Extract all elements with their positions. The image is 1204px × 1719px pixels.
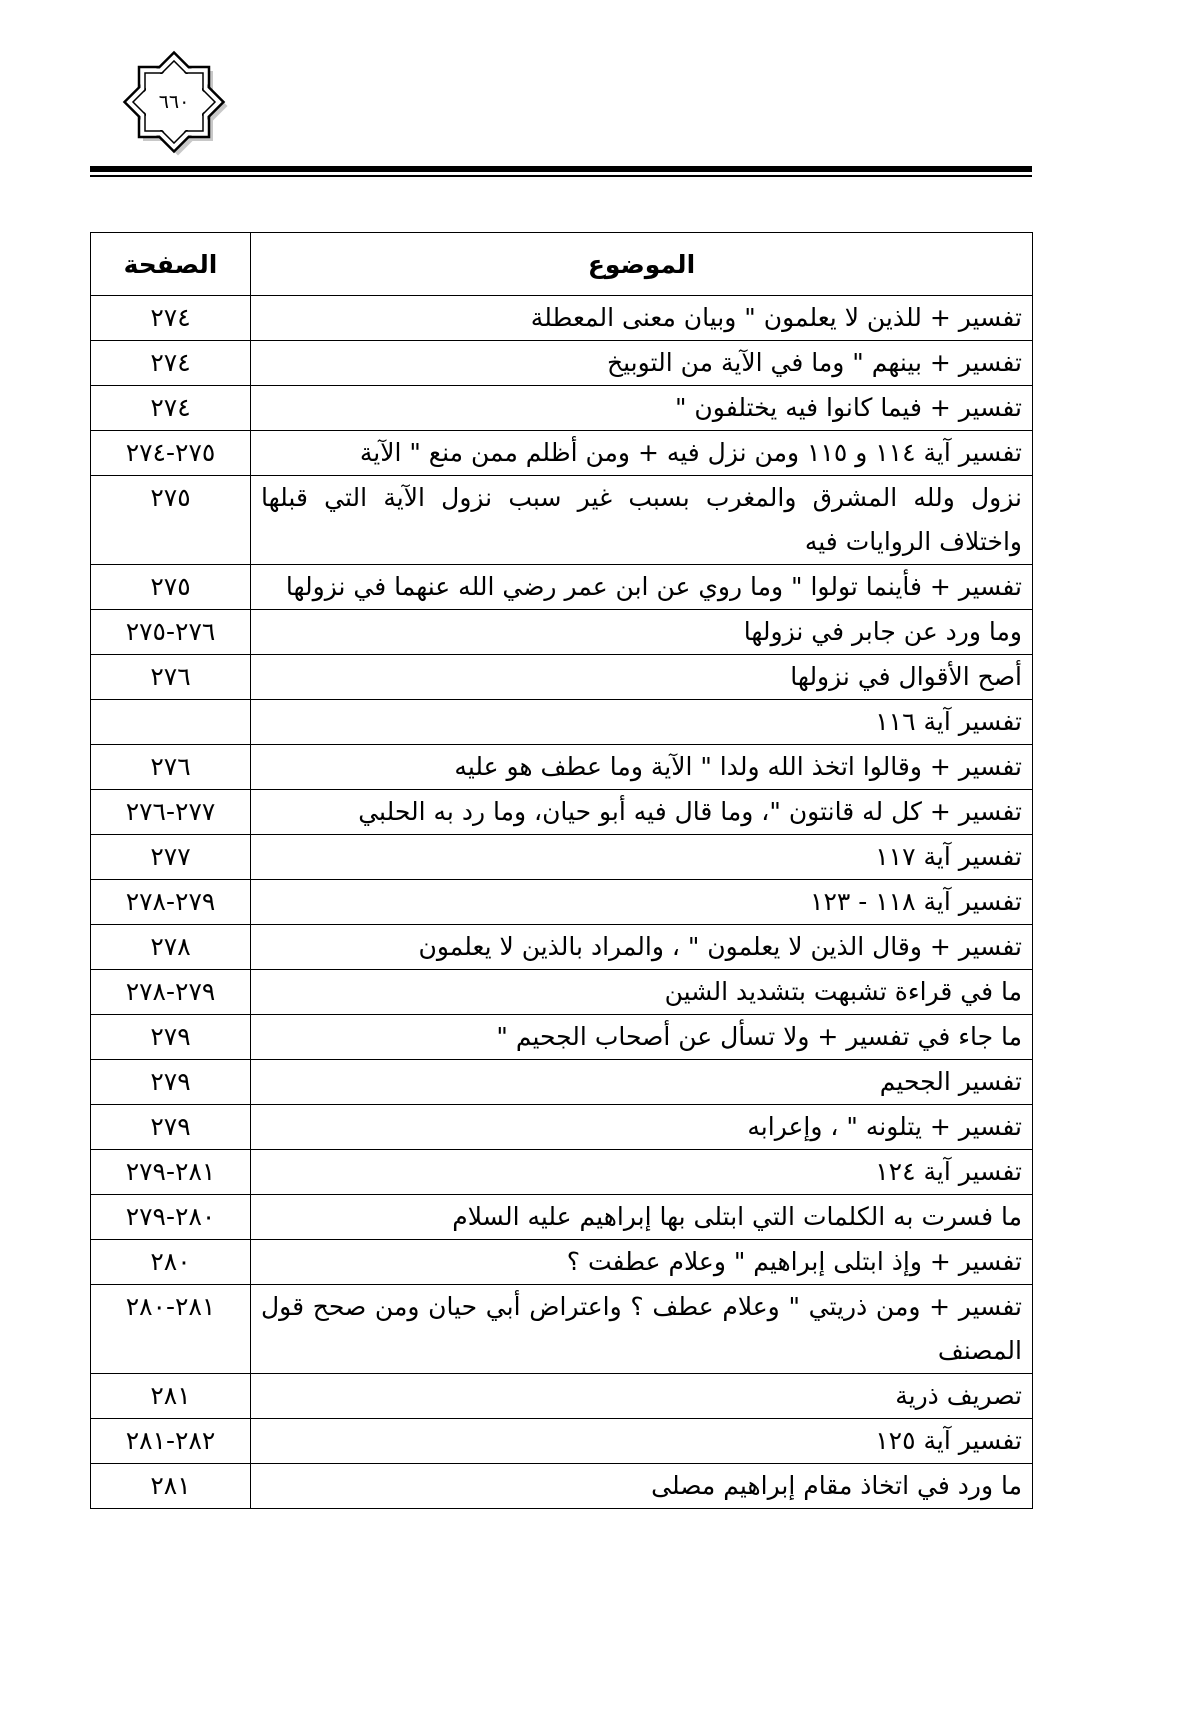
topic-column-header: الموضوع: [251, 233, 1033, 296]
page-cell: ٢٧٥: [91, 476, 251, 565]
table-row: [91, 341, 1033, 386]
topic-cell: ما ورد في اتخاذ مقام إبراهيم مصلى: [251, 1464, 1033, 1509]
table-row: [91, 431, 1033, 476]
page-cell: ٢٨٠-٢٧٩: [91, 1195, 251, 1240]
header-row: [91, 233, 1033, 296]
page-cell: ٢٨١: [91, 1374, 251, 1419]
topic-cell: تفسير + فيما كانوا فيه يختلفون ": [251, 386, 1033, 431]
table-row: [91, 1464, 1033, 1509]
page-cell: ٢٧٦-٢٧٥: [91, 610, 251, 655]
page-number-badge: [104, 42, 244, 162]
table-row: [91, 1240, 1033, 1285]
table-row: [91, 1060, 1033, 1105]
page-cell: ٢٨٢-٢٨١: [91, 1419, 251, 1464]
table-row: [91, 1015, 1033, 1060]
page-cell: ٢٧٤: [91, 386, 251, 431]
page-cell: ٢٧٥-٢٧٤: [91, 431, 251, 476]
table-row: [91, 476, 1033, 565]
page-cell: ٢٧٩-٢٧٨: [91, 880, 251, 925]
page-cell: ٢٧٦: [91, 655, 251, 700]
topic-cell: تفسير آية ١١٤ و ١١٥ ومن نزل فيه + ومن أظلم ممن منع " الآية: [251, 431, 1033, 476]
topic-cell: تفسير آية ١١٧: [251, 835, 1033, 880]
page-cell: ٢٧٩: [91, 1105, 251, 1150]
page-cell: ٢٧٦: [91, 745, 251, 790]
topic-cell: تفسير آية ١٢٤: [251, 1150, 1033, 1195]
topic-cell: نزول ولله المشرق والمغرب بسبب غير سبب نزول الآية التي قبلها واختلاف الروايات فيه: [251, 476, 1033, 565]
topic-cell: تفسير + يتلونه " ، وإعرابه: [251, 1105, 1033, 1150]
table-row: [91, 386, 1033, 431]
topic-cell: تفسير آية ١١٨ - ١٢٣: [251, 880, 1033, 925]
table-row: [91, 835, 1033, 880]
topic-cell: تفسير + كل له قانتون "، وما قال فيه أبو حيان، وما رد به الحلبي: [251, 790, 1033, 835]
page-cell: ٢٧٩: [91, 1015, 251, 1060]
page-column-header: الصفحة: [91, 233, 251, 296]
table-row: [91, 1195, 1033, 1240]
topic-cell: تفسير + وقالوا اتخذ الله ولدا " الآية وما عطف هو عليه: [251, 745, 1033, 790]
table-row: [91, 700, 1033, 745]
topic-cell: تفسير + فأينما تولوا " وما روي عن ابن عمر رضي الله عنهما في نزولها: [251, 565, 1033, 610]
page-cell: ٢٧٤: [91, 296, 251, 341]
page-cell: ٢٨٠: [91, 1240, 251, 1285]
header-rule-thick: [90, 166, 1032, 172]
topic-cell: تفسير آية ١٢٥: [251, 1419, 1033, 1464]
header-rule-thin: [90, 175, 1032, 177]
topic-cell: ما فسرت به الكلمات التي ابتلى بها إبراهيم عليه السلام: [251, 1195, 1033, 1240]
table-row: [91, 1419, 1033, 1464]
topic-cell: تفسير + وإذ ابتلى إبراهيم " وعلام عطفت ؟: [251, 1240, 1033, 1285]
table-row: [91, 1150, 1033, 1195]
table-row: [91, 925, 1033, 970]
table-row: [91, 1285, 1033, 1374]
page-cell: [91, 700, 251, 745]
page-cell: ٢٧٥: [91, 565, 251, 610]
page-cell: ٢٨١-٢٨٠: [91, 1285, 251, 1374]
table-row: [91, 880, 1033, 925]
page-cell: ٢٨١-٢٧٩: [91, 1150, 251, 1195]
table-row: [91, 790, 1033, 835]
topic-cell: تفسير الجحيم: [251, 1060, 1033, 1105]
page-number: ٦٦٠: [158, 91, 190, 113]
table-row: [91, 745, 1033, 790]
table-row: [91, 610, 1033, 655]
topic-cell: تفسير + بينهم " وما في الآية من التوبيخ: [251, 341, 1033, 386]
topic-cell: تفسير + للذين لا يعلمون " وبيان معنى المعطلة: [251, 296, 1033, 341]
page-cell: ٢٧٩: [91, 1060, 251, 1105]
table-row: [91, 970, 1033, 1015]
topic-cell: تفسير + وقال الذين لا يعلمون " ، والمراد بالذين لا يعلمون: [251, 925, 1033, 970]
page-cell: ٢٧٨: [91, 925, 251, 970]
topic-cell: ما في قراءة تشبهت بتشديد الشين: [251, 970, 1033, 1015]
page-cell: ٢٧٤: [91, 341, 251, 386]
table-row: [91, 565, 1033, 610]
page-cell: ٢٧٩-٢٧٨: [91, 970, 251, 1015]
topic-cell: أصح الأقوال في نزولها: [251, 655, 1033, 700]
index-table: [90, 232, 1033, 1509]
topic-cell: تفسير + ومن ذريتي " وعلام عطف ؟ واعتراض أبي حيان ومن صحح قول المصنف: [251, 1285, 1033, 1374]
page-cell: ٢٧٧: [91, 835, 251, 880]
topic-cell: وما ورد عن جابر في نزولها: [251, 610, 1033, 655]
table-row: [91, 655, 1033, 700]
table-row: [91, 1374, 1033, 1419]
page-cell: ٢٧٧-٢٧٦: [91, 790, 251, 835]
page-cell: ٢٨١: [91, 1464, 251, 1509]
table-row: [91, 296, 1033, 341]
topic-cell: تصريف ذرية: [251, 1374, 1033, 1419]
topic-cell: ما جاء في تفسير + ولا تسأل عن أصحاب الجحيم ": [251, 1015, 1033, 1060]
topic-cell: تفسير آية ١١٦: [251, 700, 1033, 745]
table-row: [91, 1105, 1033, 1150]
